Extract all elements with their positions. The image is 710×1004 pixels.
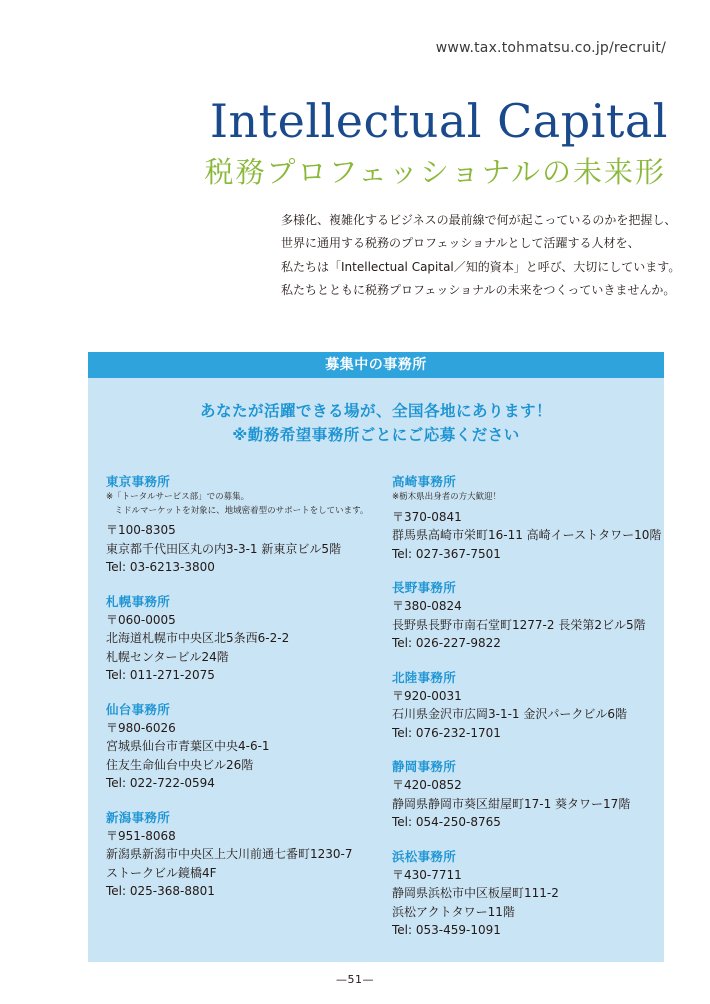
- office-tel: Tel: 03-6213-3800: [106, 560, 215, 574]
- office-name: 高崎事務所: [392, 474, 457, 489]
- office-postal-code: 〒100-8305: [106, 523, 176, 537]
- office-address: 宮城県仙台市青葉区中央4-6-1: [106, 739, 270, 753]
- office-address: 群馬県高崎市栄町16-11 高崎イーストタワー10階: [392, 528, 662, 542]
- office-hokuriku: [392, 668, 660, 743]
- office-name: 札幌事務所: [106, 593, 171, 609]
- intro-line: 私たちは「Intellectual Capital／知的資本」と呼び、大切にしています。: [281, 259, 681, 274]
- office-list-left: [106, 472, 386, 916]
- recruit-url[interactable]: www.tax.tohmatsu.co.jp/recruit/: [435, 40, 666, 56]
- intro-line: 世界に通用する税務のプロフェッショナルとして活躍する人材を、: [281, 236, 640, 251]
- office-note: ※「トータルサービス部」での募集。: [106, 492, 250, 502]
- office-address: 浜松アクトタワー11階: [392, 904, 515, 919]
- office-postal-code: 〒430-7711: [392, 867, 462, 882]
- office-name: 長野事務所: [392, 580, 457, 595]
- office-tel: Tel: 022-722-0594: [106, 776, 215, 790]
- office-tel: Tel: 076-232-1701: [392, 725, 501, 740]
- office-name: 仙台事務所: [106, 701, 171, 717]
- office-tel: Tel: 054-250-8765: [392, 815, 501, 829]
- office-name: 浜松事務所: [392, 848, 457, 864]
- office-name: 東京事務所: [106, 474, 171, 489]
- intro-line: 多様化、複雑化するビジネスの最前線で何が起こっているのかを把握し、: [281, 213, 677, 227]
- office-sendai: [106, 700, 386, 793]
- tagline-note: ※勤務希望事務所ごとにご応募ください: [232, 426, 520, 444]
- office-hamamatsu: [392, 847, 660, 940]
- office-address: 長野県長野市南石堂町1277-2 長栄第2ビル5階: [392, 617, 646, 632]
- office-tokyo: [106, 472, 386, 577]
- office-address: 石川県金沢市広岡3-1-1 金沢パークビル6階: [392, 707, 628, 721]
- panel-tagline: [88, 399, 664, 447]
- office-postal-code: 〒380-0824: [392, 599, 462, 613]
- tagline-main: あなたが活躍できる場が、全国各地にあります！: [199, 402, 552, 420]
- office-address: 住友生命仙台中央ビル26階: [106, 757, 254, 772]
- office-postal-code: 〒060-0005: [106, 612, 176, 627]
- office-postal-code: 〒980-6026: [106, 720, 176, 735]
- office-address: 静岡県浜松市中区板屋町111-2: [392, 886, 559, 900]
- office-postal-code: 〒420-0852: [392, 778, 462, 792]
- office-list-right: [392, 472, 660, 955]
- office-address: ストークビル鏡橋4F: [106, 865, 217, 880]
- page-number: —51—: [336, 973, 374, 986]
- page-title-japanese: 税務プロフェッショナルの未来形: [204, 155, 666, 189]
- office-postal-code: 〒370-0841: [392, 509, 462, 524]
- office-tel: Tel: 027-367-7501: [392, 546, 501, 561]
- intro-line: 私たちとともに税務プロフェッショナルの未来をつくっていきませんか。: [281, 282, 676, 297]
- office-name: 新潟事務所: [106, 809, 171, 825]
- office-recruitment-panel: [88, 352, 664, 962]
- panel-heading: 募集中の事務所: [88, 352, 664, 378]
- office-shizuoka: [392, 757, 660, 832]
- office-address: 静岡県静岡市葵区紺屋町17-1 葵タワー17階: [392, 796, 631, 811]
- page-title-english: Intellectual Capital: [209, 94, 668, 148]
- office-postal-code: 〒920-0031: [392, 688, 462, 703]
- office-note: ※栃木県出身者の方大歓迎！: [392, 492, 502, 502]
- office-address: 北海道札幌市中央区北5条西6-2-2: [106, 631, 290, 645]
- office-name: 北陸事務所: [392, 669, 457, 685]
- office-address: 札幌センタービル24階: [106, 649, 229, 664]
- office-address: 新潟県新潟市中央区上大川前通七番町1230-7: [106, 847, 353, 861]
- office-address: 東京都千代田区丸の内3-3-1 新東京ビル5階: [106, 541, 342, 556]
- office-takasaki: [392, 472, 660, 563]
- office-tel: Tel: 026-227-9822: [392, 636, 501, 650]
- office-nagano: [392, 578, 660, 653]
- office-niigata: [106, 808, 386, 901]
- office-name: 静岡事務所: [392, 759, 457, 774]
- office-tel: Tel: 053-459-1091: [392, 923, 501, 937]
- office-note: ミドルマーケットを対象に、地域密着型のサポートをしています。: [106, 505, 369, 516]
- office-postal-code: 〒951-8068: [106, 828, 176, 843]
- office-tel: Tel: 011-271-2075: [106, 668, 215, 682]
- office-tel: Tel: 025-368-8801: [106, 884, 215, 898]
- office-sapporo: [106, 592, 386, 685]
- intro-paragraph: [281, 209, 681, 302]
